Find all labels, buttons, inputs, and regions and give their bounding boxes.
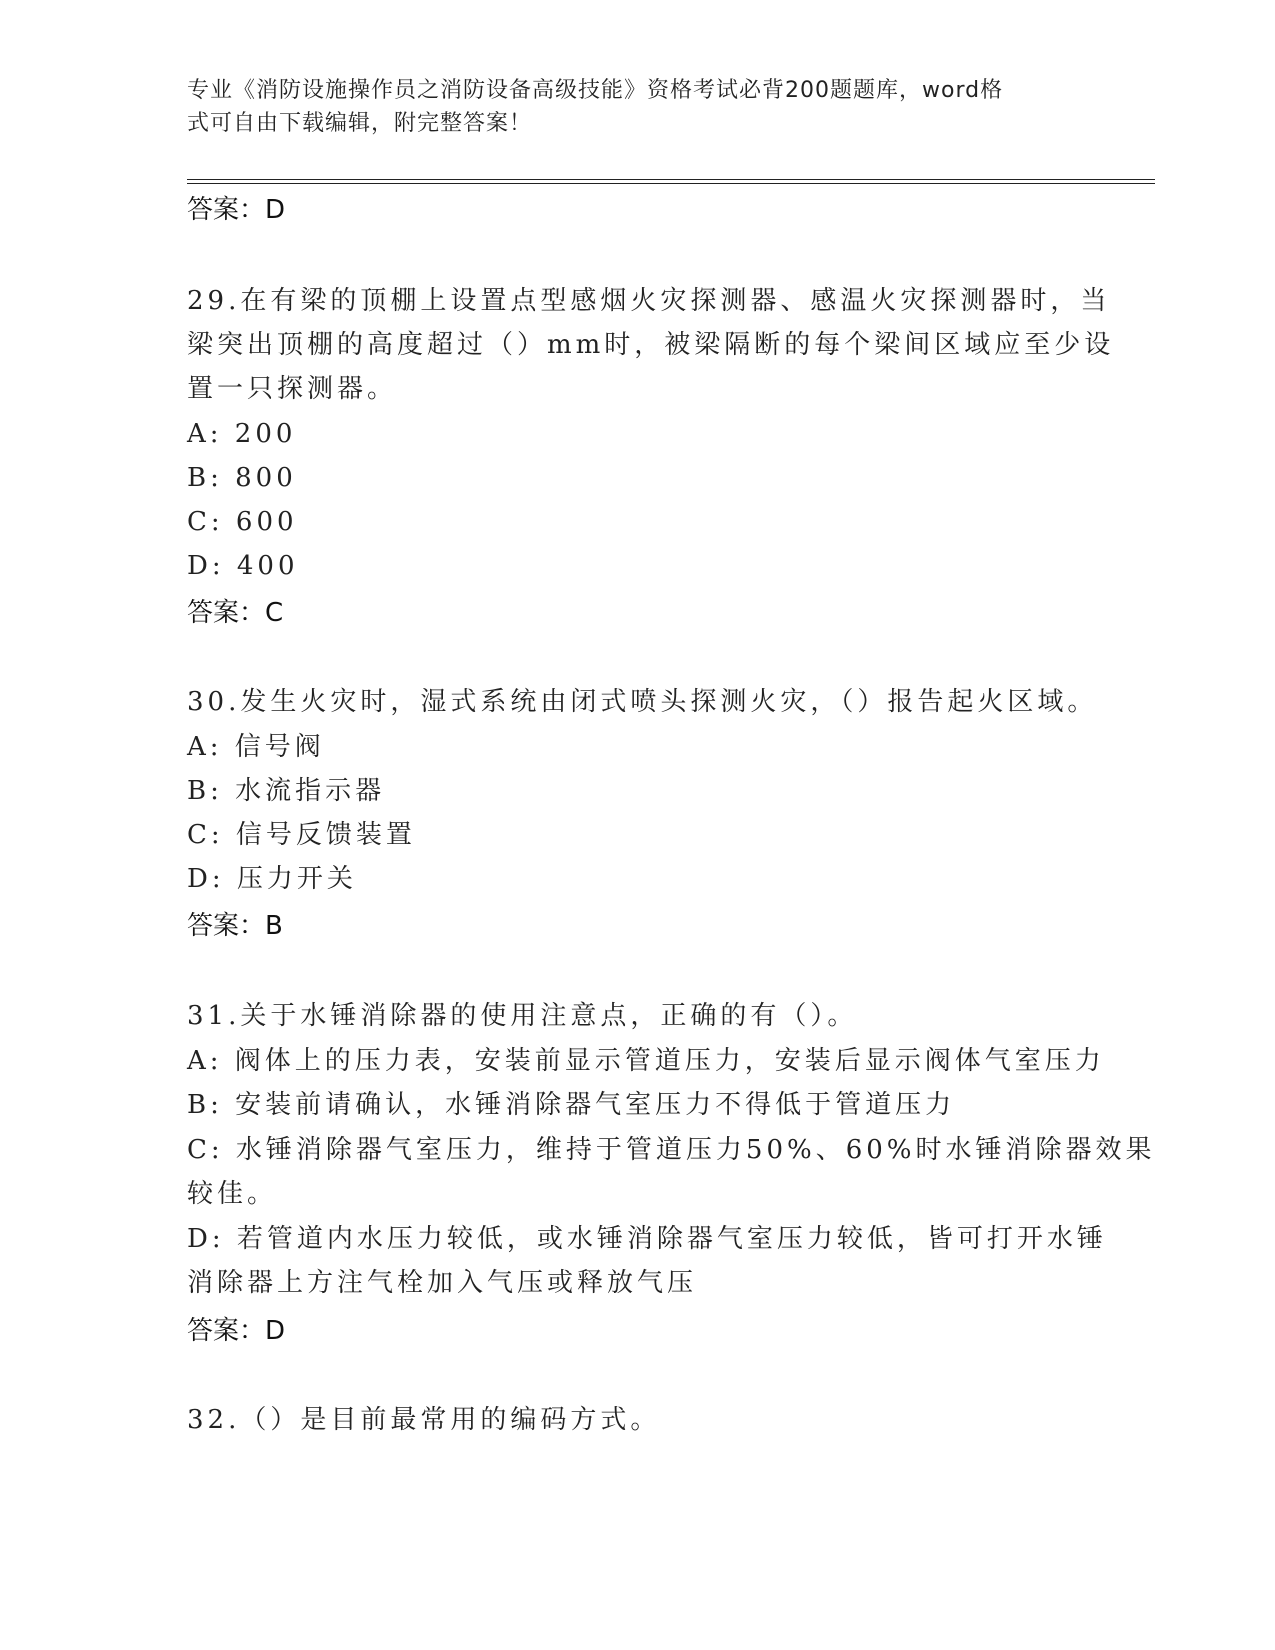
header-line-1: 专业《消防设施操作员之消防设备高级技能》资格考试必背200题题库，word格 — [187, 78, 1004, 103]
document-header — [187, 74, 1067, 140]
q31-text-line-1: 31.关于水锤消除器的使用注意点，正确的有（）。 — [187, 1001, 858, 1031]
previous-answer: 答案：D — [187, 195, 286, 225]
q29-option-b: B: 800 — [187, 463, 297, 493]
q30-text-line-1: 30.发生火灾时，湿式系统由闭式喷头探测火灾，（）报告起火区域。 — [187, 687, 1098, 717]
header-line-2: 式可自由下载编辑，附完整答案！ — [187, 111, 533, 136]
q30-option-a: A: 信号阀 — [187, 732, 325, 762]
q29-answer: 答案：C — [187, 598, 284, 628]
q30-answer: 答案：B — [187, 911, 283, 941]
q30-option-b: B: 水流指示器 — [187, 776, 386, 806]
header-divider-bottom — [187, 183, 1155, 184]
q31-option-d-line-1: D: 若管道内水压力较低，或水锤消除器气室压力较低，皆可打开水锤 — [187, 1224, 1107, 1254]
q31-option-a: A: 阀体上的压力表，安装前显示管道压力，安装后显示阀体气室压力 — [187, 1046, 1105, 1076]
q29-option-a: A: 200 — [187, 419, 297, 449]
q31-option-b: B: 安装前请确认，水锤消除器气室压力不得低于管道压力 — [187, 1090, 956, 1120]
q31-answer: 答案：D — [187, 1316, 286, 1346]
q29-text-line-1: 29.在有梁的顶棚上设置点型感烟火灾探测器、感温火灾探测器时，当 — [187, 286, 1111, 316]
q29-option-d: D: 400 — [187, 551, 299, 581]
q31-option-c-line-2: 较佳。 — [187, 1179, 278, 1209]
q29-option-c: C: 600 — [187, 507, 298, 537]
q31-option-c-line-1: C: 水锤消除器气室压力，维持于管道压力50%、60%时水锤消除器效果 — [187, 1135, 1156, 1165]
q31-option-d-line-2: 消除器上方注气栓加入气压或释放气压 — [187, 1268, 698, 1298]
q30-option-d: D: 压力开关 — [187, 864, 357, 894]
q30-option-c: C: 信号反馈装置 — [187, 820, 416, 850]
q29-text-line-3: 置一只探测器。 — [187, 374, 398, 404]
q29-text-line-2: 梁突出顶棚的高度超过（）mm时，被梁隔断的每个梁间区域应至少设 — [187, 330, 1115, 360]
q32-text-line-1: 32.（）是目前最常用的编码方式。 — [187, 1405, 661, 1435]
header-divider-top — [187, 179, 1155, 180]
